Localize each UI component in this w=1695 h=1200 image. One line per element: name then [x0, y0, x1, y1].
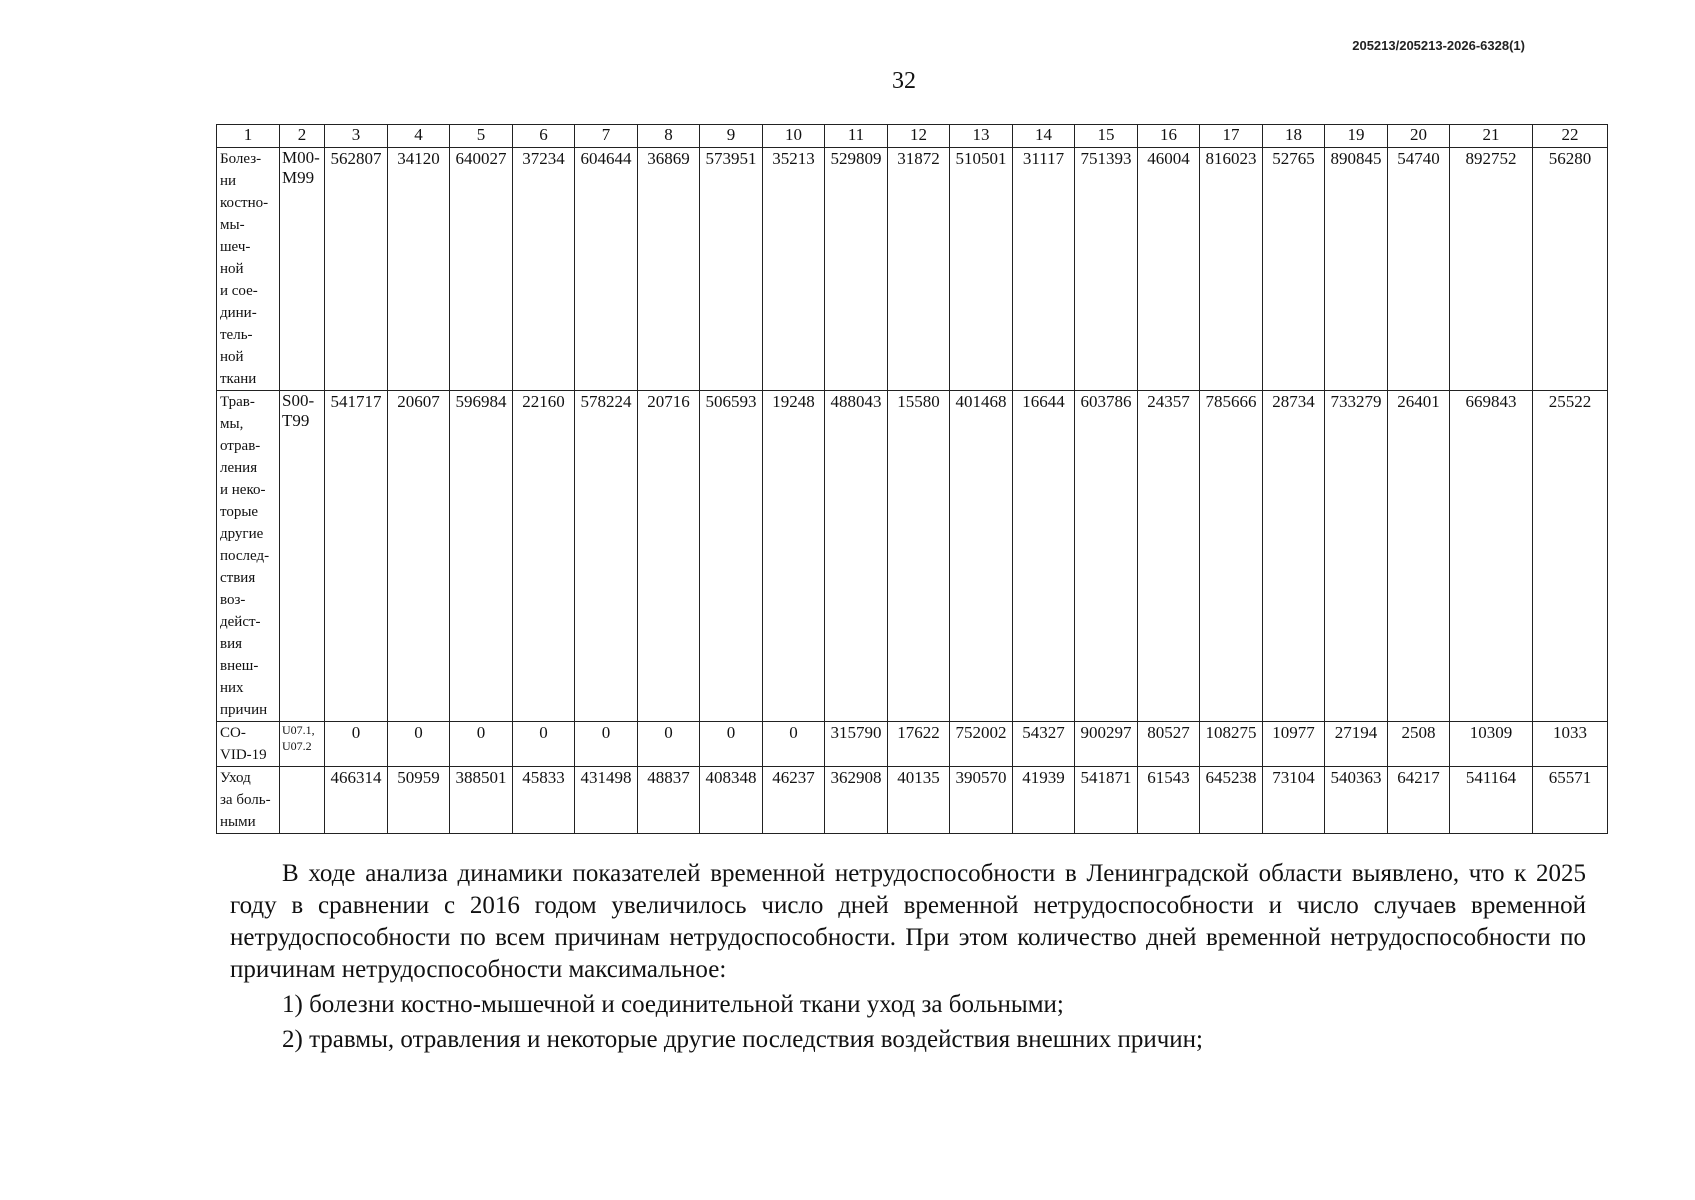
value-cell: 41939: [1013, 767, 1075, 834]
document-id: 205213/205213-2026-6328(1): [1352, 38, 1525, 53]
value-cell: 26401: [1388, 391, 1450, 722]
value-cell: 0: [763, 722, 825, 767]
value-cell: 390570: [950, 767, 1013, 834]
header-cell: 14: [1013, 125, 1075, 148]
value-cell: 0: [325, 722, 388, 767]
header-cell: 12: [888, 125, 950, 148]
value-cell: 733279: [1325, 391, 1388, 722]
page-number: 32: [892, 68, 916, 94]
value-cell: 900297: [1075, 722, 1138, 767]
value-cell: 578224: [575, 391, 638, 722]
value-cell: 45833: [513, 767, 575, 834]
value-cell: 15580: [888, 391, 950, 722]
value-cell: 73104: [1263, 767, 1325, 834]
table-row: [217, 148, 1608, 391]
value-cell: 28734: [1263, 391, 1325, 722]
value-cell: 35213: [763, 148, 825, 391]
analysis-paragraph: В ходе анализа динамики показателей временной нетрудоспособности в Ленинградской области выявлено, что к 2025 году в сравнении с 2016 годом увеличилось число дней временной нетрудоспособности и число случаев временной нетрудоспособности по всем причинам нетрудоспособности. При этом количество дней временной нетрудоспособности по причинам нетрудоспособности максимальное:: [230, 860, 1586, 983]
header-cell: 18: [1263, 125, 1325, 148]
value-cell: 488043: [825, 391, 888, 722]
value-cell: 37234: [513, 148, 575, 391]
header-cell: 3: [325, 125, 388, 148]
header-cell: 10: [763, 125, 825, 148]
value-cell: 529809: [825, 148, 888, 391]
value-cell: 785666: [1200, 391, 1263, 722]
value-cell: 541871: [1075, 767, 1138, 834]
value-cell: 466314: [325, 767, 388, 834]
value-cell: 0: [638, 722, 700, 767]
header-cell: 15: [1075, 125, 1138, 148]
value-cell: 20607: [388, 391, 450, 722]
value-cell: 24357: [1138, 391, 1200, 722]
value-cell: 61543: [1138, 767, 1200, 834]
value-cell: 48837: [638, 767, 700, 834]
value-cell: 596984: [450, 391, 513, 722]
value-cell: 510501: [950, 148, 1013, 391]
row-code: S00- T99: [280, 391, 325, 722]
header-cell: 21: [1450, 125, 1533, 148]
value-cell: 65571: [1533, 767, 1608, 834]
value-cell: 27194: [1325, 722, 1388, 767]
value-cell: 19248: [763, 391, 825, 722]
value-cell: 573951: [700, 148, 763, 391]
value-cell: 752002: [950, 722, 1013, 767]
list-item: 2) травмы, отравления и некоторые другие последствия воздействия внешних причин;: [282, 1026, 1203, 1053]
value-cell: 506593: [700, 391, 763, 722]
row-label: Трав- мы, отрав- ления и неко- торые другие послед- ствия воз- дейст- вия внеш- них причин: [217, 391, 280, 722]
value-cell: 890845: [1325, 148, 1388, 391]
value-cell: 54327: [1013, 722, 1075, 767]
value-cell: 315790: [825, 722, 888, 767]
header-cell: 11: [825, 125, 888, 148]
value-cell: 603786: [1075, 391, 1138, 722]
row-label: CO- VID-19: [217, 722, 280, 767]
row-code: [280, 767, 325, 834]
row-code: M00- M99: [280, 148, 325, 391]
table-row: [217, 767, 1608, 834]
header-cell: 1: [217, 125, 280, 148]
header-cell: 6: [513, 125, 575, 148]
value-cell: 31872: [888, 148, 950, 391]
value-cell: 10309: [1450, 722, 1533, 767]
value-cell: 56280: [1533, 148, 1608, 391]
value-cell: 604644: [575, 148, 638, 391]
header-cell: 19: [1325, 125, 1388, 148]
value-cell: 541717: [325, 391, 388, 722]
header-cell: 7: [575, 125, 638, 148]
value-cell: 0: [388, 722, 450, 767]
value-cell: 108275: [1200, 722, 1263, 767]
table-row: [217, 391, 1608, 722]
header-cell: 13: [950, 125, 1013, 148]
value-cell: 431498: [575, 767, 638, 834]
header-cell: 16: [1138, 125, 1200, 148]
body-text: [230, 858, 1586, 1056]
value-cell: 816023: [1200, 148, 1263, 391]
value-cell: 362908: [825, 767, 888, 834]
value-cell: 50959: [388, 767, 450, 834]
value-cell: 36869: [638, 148, 700, 391]
value-cell: 16644: [1013, 391, 1075, 722]
value-cell: 31117: [1013, 148, 1075, 391]
value-cell: 0: [700, 722, 763, 767]
value-cell: 408348: [700, 767, 763, 834]
header-cell: 9: [700, 125, 763, 148]
value-cell: 541164: [1450, 767, 1533, 834]
header-row: [217, 125, 1608, 148]
value-cell: 892752: [1450, 148, 1533, 391]
value-cell: 17622: [888, 722, 950, 767]
data-table: [216, 124, 1608, 834]
value-cell: 80527: [1138, 722, 1200, 767]
value-cell: 40135: [888, 767, 950, 834]
value-cell: 20716: [638, 391, 700, 722]
value-cell: 0: [575, 722, 638, 767]
value-cell: 0: [513, 722, 575, 767]
value-cell: 25522: [1533, 391, 1608, 722]
header-cell: 17: [1200, 125, 1263, 148]
header-cell: 8: [638, 125, 700, 148]
row-label: Болез- ни костно- мы- шеч- ной и сое- дини- тель- ной ткани: [217, 148, 280, 391]
value-cell: 46237: [763, 767, 825, 834]
value-cell: 562807: [325, 148, 388, 391]
table-row: [217, 722, 1608, 767]
row-code: U07.1, U07.2: [280, 722, 325, 767]
header-cell: 22: [1533, 125, 1608, 148]
value-cell: 645238: [1200, 767, 1263, 834]
value-cell: 540363: [1325, 767, 1388, 834]
value-cell: 669843: [1450, 391, 1533, 722]
value-cell: 52765: [1263, 148, 1325, 391]
value-cell: 64217: [1388, 767, 1450, 834]
value-cell: 388501: [450, 767, 513, 834]
value-cell: 1033: [1533, 722, 1608, 767]
value-cell: 401468: [950, 391, 1013, 722]
value-cell: 2508: [1388, 722, 1450, 767]
row-label: Уход за боль- ными: [217, 767, 280, 834]
header-cell: 5: [450, 125, 513, 148]
header-cell: 4: [388, 125, 450, 148]
value-cell: 10977: [1263, 722, 1325, 767]
value-cell: 0: [450, 722, 513, 767]
header-cell: 2: [280, 125, 325, 148]
value-cell: 640027: [450, 148, 513, 391]
value-cell: 46004: [1138, 148, 1200, 391]
value-cell: 22160: [513, 391, 575, 722]
value-cell: 751393: [1075, 148, 1138, 391]
value-cell: 34120: [388, 148, 450, 391]
header-cell: 20: [1388, 125, 1450, 148]
value-cell: 54740: [1388, 148, 1450, 391]
list-item: 1) болезни костно-мышечной и соединительной ткани уход за больными;: [282, 991, 1064, 1018]
